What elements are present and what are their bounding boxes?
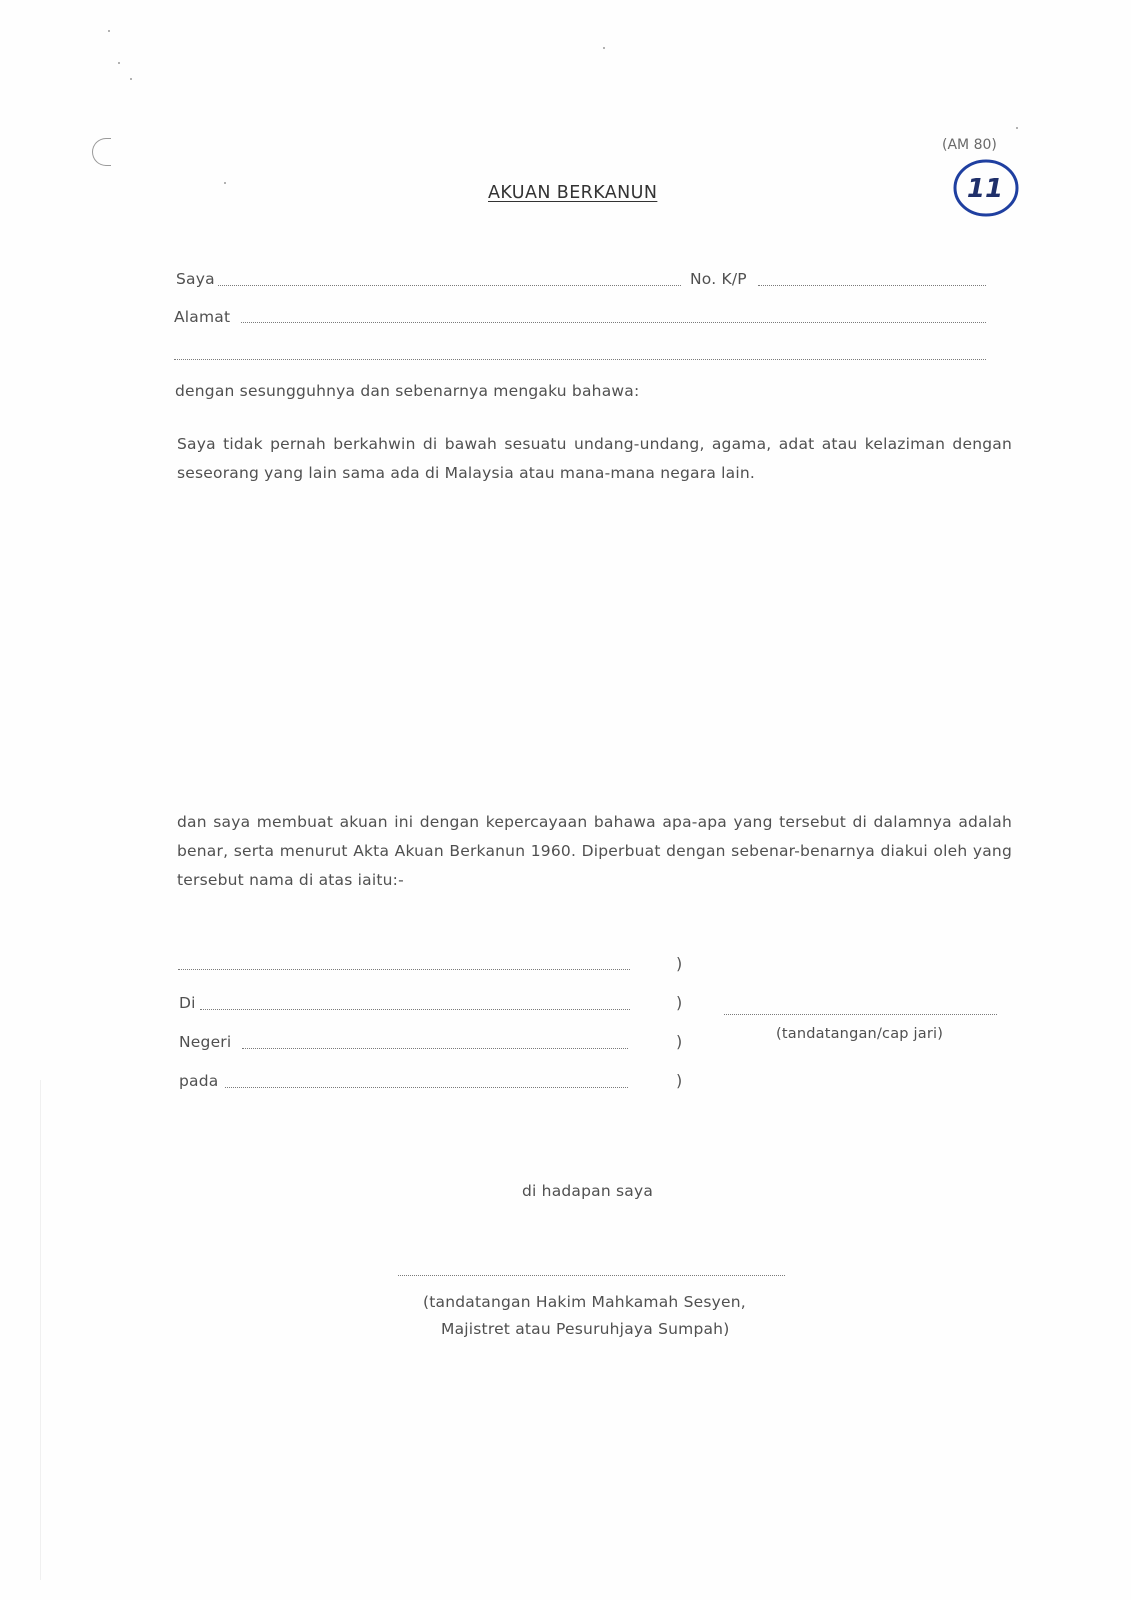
scan-speck (118, 62, 120, 64)
di-place-field[interactable] (200, 1009, 630, 1010)
closing-paragraph: dan saya membuat akuan ini dengan kepercayaan bahawa apa-apa yang tersebut di dalamnya adalah benar, serta menurut Akta Akuan Berkanun 1960. Diperbuat dengan sebenar-benarnya diakui oleh yang tersebut nama di atas iaitu:- (177, 813, 1012, 889)
witness-signature-field[interactable] (398, 1275, 785, 1276)
declaration-paragraph: Saya tidak pernah berkahwin di bawah sesuatu undang-undang, agama, adat atau kelaziman dengan seseorang yang lain sama ada di Malaysia atau mana-mana negara lain. (177, 435, 1012, 482)
pada-date-field[interactable] (225, 1087, 628, 1088)
alamat-field-line2[interactable] (174, 359, 986, 360)
nokp-label: No. K/P (690, 270, 747, 288)
negeri-label: Negeri (179, 1033, 232, 1051)
declarant-signature-field[interactable] (724, 1014, 997, 1015)
di-label: Di (179, 994, 196, 1012)
nokp-field[interactable] (758, 285, 986, 286)
bracket: ) (676, 1032, 683, 1051)
saya-label: Saya (176, 270, 215, 288)
circled-number-stamp (952, 157, 1020, 219)
alamat-field-line1[interactable] (241, 322, 986, 323)
pada-label: pada (179, 1072, 219, 1090)
signature-caption: (tandatangan/cap jari) (776, 1026, 944, 1042)
scan-speck (603, 47, 605, 49)
scan-speck (130, 78, 132, 80)
negeri-field[interactable] (242, 1048, 628, 1049)
bracket: ) (676, 954, 683, 973)
page-title: AKUAN BERKANUN (488, 183, 658, 203)
intro-statement: dengan sesungguhnya dan sebenarnya mengaku bahawa: (175, 382, 640, 400)
scan-speck (224, 182, 226, 184)
scan-speck (108, 30, 110, 32)
declarant-name-field[interactable] (178, 969, 630, 970)
stamp-number: 11 (966, 174, 1004, 204)
form-code: (AM 80) (942, 137, 997, 153)
bracket: ) (676, 993, 683, 1012)
bracket: ) (676, 1071, 683, 1090)
scan-artifact-mark (92, 138, 111, 166)
witness-caption-line2: Majistret atau Pesuruhjaya Sumpah) (441, 1320, 730, 1338)
saya-name-field[interactable] (218, 285, 681, 286)
scan-margin-line (40, 1080, 41, 1580)
alamat-label: Alamat (174, 308, 231, 326)
scan-speck (1016, 127, 1018, 129)
before-me-text: di hadapan saya (522, 1182, 654, 1200)
witness-caption-line1: (tandatangan Hakim Mahkamah Sesyen, (423, 1293, 746, 1311)
